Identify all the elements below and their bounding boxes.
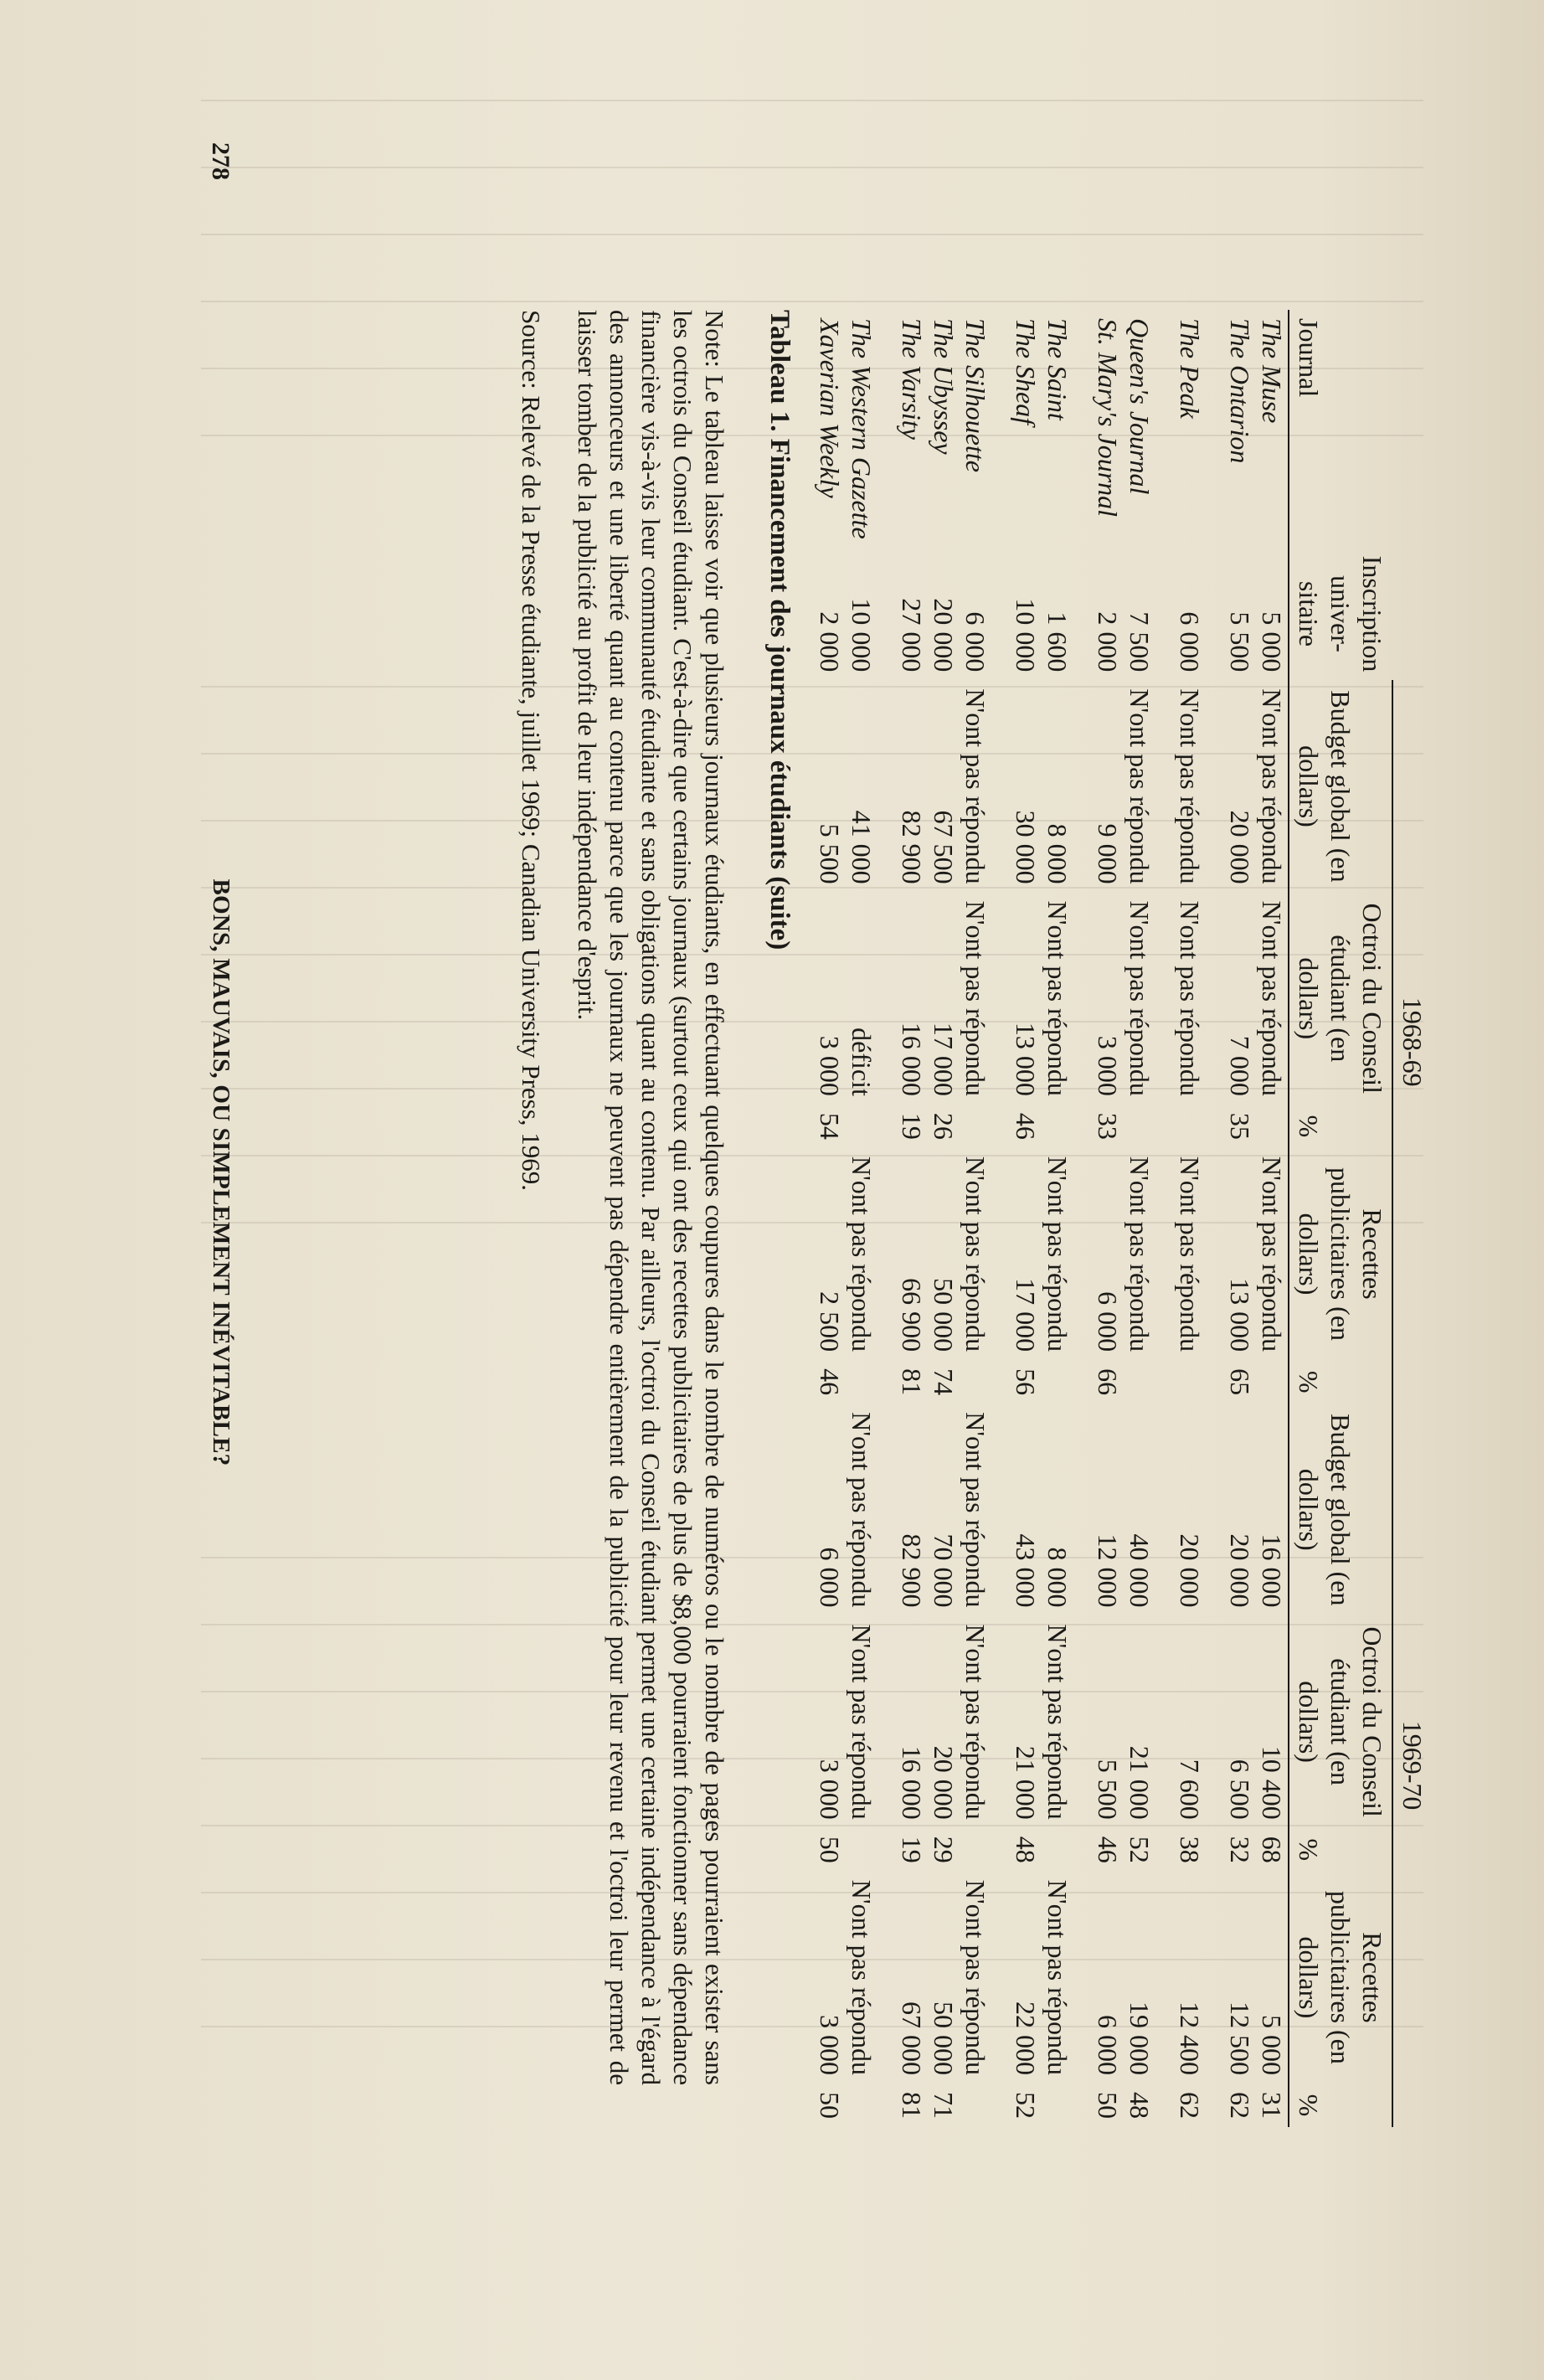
cell-op1 <box>846 1105 878 1148</box>
cell-o1: 3 000 <box>1093 1035 1123 1096</box>
cell-op2: 38 <box>1175 1836 1205 1863</box>
col-recettes-1: Recettes publicitaires (en dollars) <box>1289 1148 1392 1360</box>
cell-op2: 52 <box>1125 1836 1155 1863</box>
cell-inscription: 6 000 <box>960 611 991 672</box>
cell-op2 <box>960 1828 991 1872</box>
cell-b1: N'ont pas répondu <box>1257 688 1287 884</box>
cell-b2: 8 000 <box>1042 1547 1073 1608</box>
cell-b1: 20 000 <box>1225 810 1255 884</box>
cell-b1: N'ont pas répondu <box>1175 688 1205 884</box>
cell-journal: The Peak <box>1175 318 1205 419</box>
cell-op1: 26 <box>929 1112 959 1140</box>
col-budget-1: Budget global (en dollars) <box>1289 680 1392 892</box>
cell-o2: 21 000 <box>1011 1745 1041 1820</box>
table-row <box>1042 310 1073 2127</box>
table-title: Tableau 1. Financement des journaux étudiants (suite) <box>764 310 795 950</box>
cell-journal: Queen's Journal <box>1125 318 1155 495</box>
cell-b2: 20 000 <box>1175 1533 1205 1608</box>
period-1969-70: 1969-70 <box>1392 1404 1432 2127</box>
cell-o1: N'ont pas répondu <box>1125 900 1155 1096</box>
cell-o2: 3 000 <box>815 1759 845 1820</box>
cell-rp2 <box>960 2084 991 2127</box>
cell-op2: 32 <box>1225 1836 1255 1863</box>
cell-r2: 12 500 <box>1225 2001 1255 2075</box>
row-spacer <box>1073 310 1092 2127</box>
cell-o1: 17 000 <box>929 1022 959 1096</box>
cell-rp1 <box>1124 1360 1155 1404</box>
col-journal: Journal <box>1289 310 1432 548</box>
cell-r1: 50 000 <box>929 1278 959 1352</box>
cell-inscription: 6 000 <box>1175 611 1205 672</box>
cell-r1: 17 000 <box>1011 1278 1041 1352</box>
cell-b1: 5 500 <box>815 823 845 884</box>
cell-rp1: 65 <box>1225 1368 1255 1396</box>
cell-rp1: 56 <box>1011 1368 1041 1396</box>
cell-op2: 29 <box>929 1836 959 1863</box>
cell-r1: 13 000 <box>1225 1278 1255 1352</box>
cell-r2: N'ont pas répondu <box>847 1879 877 2075</box>
spacer-cell <box>878 310 896 2127</box>
cell-op2: 46 <box>1093 1836 1123 1863</box>
cell-b1: N'ont pas répondu <box>960 688 991 884</box>
cell-b2: 6 000 <box>815 1547 845 1608</box>
spacer-cell <box>1073 310 1092 2127</box>
cell-inscription: 2 000 <box>815 611 845 672</box>
cell-rp1 <box>846 1360 878 1404</box>
col-recettes-2: Recettes publicitaires (en dollars) <box>1289 1872 1392 2084</box>
cell-op1 <box>1042 1105 1073 1148</box>
table-row <box>1224 310 1256 2127</box>
cell-b2: N'ont pas répondu <box>960 1412 991 1608</box>
cell-b2: 82 900 <box>897 1533 927 1608</box>
financing-table <box>764 310 1432 2127</box>
cell-journal: The Saint <box>1042 318 1073 420</box>
cell-op1 <box>1124 1105 1155 1148</box>
cell-op1 <box>1174 1105 1206 1148</box>
cell-journal: The Ontarion <box>1225 318 1255 464</box>
cell-r2: 22 000 <box>1011 2001 1041 2075</box>
row-spacer <box>1206 310 1224 2127</box>
table-note: Note: Le tableau laisse voir que plusieurs journaux étudiants, en effectuant quelques coupures dans le nombre de numéros ou le nombre de pages pourraient exister sans les octrois du Conseil étudiant. C'est-à-dire que certains journaux (surtout ceux qui ont des recettes publicitaires de plus de $8,000 pourraient fonctionner sans dépendance financière vis-à-vis leur communauté étudiante et sans obligations quant au contenu. Par ailleurs, l'octroi du Conseil étudiant permet une certaine indépendance à l'égard des annonceurs et une liberté quant au contenu parce que les journaux ne peuvent pas dépendre entièrement de la publicité pour leur revenu et l'octroi leur permet de laisser tomber de la publicité au profit de leur indépendance d'esprit. <box>573 310 729 2085</box>
rotated-content <box>117 100 1457 2244</box>
cell-r2: N'ont pas répondu <box>1042 1879 1073 2075</box>
cell-r2: 3 000 <box>815 2015 845 2075</box>
spacer-cell <box>991 310 1010 2127</box>
cell-b2: 16 000 <box>1257 1533 1287 1608</box>
cell-op1: 54 <box>815 1112 845 1140</box>
cell-r2: 6 000 <box>1093 2015 1123 2075</box>
cell-rp2 <box>1042 2084 1073 2127</box>
cell-journal: The Varsity <box>897 318 927 440</box>
spacer-cell <box>1206 310 1224 2127</box>
cell-b2: 40 000 <box>1125 1533 1155 1608</box>
col-octroi-2: Octroi du Conseil étudiant (en dollars) <box>1289 1615 1392 1827</box>
cell-inscription: 10 000 <box>847 598 877 672</box>
table-row <box>846 310 878 2127</box>
cell-o2: 21 000 <box>1125 1745 1155 1820</box>
cell-rp2: 50 <box>815 2092 845 2119</box>
cell-rp2: 50 <box>1093 2092 1123 2119</box>
cell-journal: The Sheaf <box>1011 318 1041 425</box>
col-budget-2: Budget global (en dollars) <box>1289 1404 1392 1615</box>
cell-rp2: 62 <box>1225 2092 1255 2119</box>
cell-b2: 20 000 <box>1225 1533 1255 1608</box>
cell-rp1: 66 <box>1093 1368 1123 1396</box>
cell-r2: 12 400 <box>1175 2001 1205 2075</box>
cell-rp2: 71 <box>929 2092 959 2119</box>
table-row <box>960 310 991 2127</box>
cell-rp1 <box>1174 1360 1206 1404</box>
cell-r2: 67 000 <box>897 2001 927 2075</box>
cell-r1: N'ont pas répondu <box>1175 1156 1205 1352</box>
cell-op1 <box>960 1105 991 1148</box>
cell-o2: 7 600 <box>1175 1759 1205 1820</box>
table-row <box>1256 310 1289 2127</box>
cell-b1: 8 000 <box>1042 823 1073 884</box>
cell-op2: 50 <box>815 1836 845 1863</box>
cell-rp2: 31 <box>1257 2092 1287 2119</box>
cell-o2: 10 400 <box>1257 1745 1287 1820</box>
cell-r1: 2 500 <box>815 1291 845 1352</box>
cell-o1: N'ont pas répondu <box>1257 900 1287 1096</box>
cell-rp1: 81 <box>897 1368 927 1396</box>
cell-r2: 50 000 <box>929 2001 959 2075</box>
col-octroi-1: Octroi du Conseil étudiant (en dollars) <box>1289 893 1392 1105</box>
cell-r1: N'ont pas répondu <box>1125 1156 1155 1352</box>
cell-r1: 66 900 <box>897 1278 927 1352</box>
cell-o1: 16 000 <box>897 1022 927 1096</box>
cell-rp2 <box>846 2084 878 2127</box>
cell-inscription: 10 000 <box>1011 598 1041 672</box>
cell-o2: 6 500 <box>1225 1759 1255 1820</box>
cell-inscription: 5 500 <box>1225 611 1255 672</box>
cell-o1: N'ont pas répondu <box>1042 900 1073 1096</box>
cell-rp2: 52 <box>1011 2092 1041 2119</box>
table-row <box>1010 310 1042 2127</box>
cell-rp2: 62 <box>1175 2092 1205 2119</box>
row-spacer <box>991 310 1010 2127</box>
cell-b1: 9 000 <box>1093 823 1123 884</box>
cell-op1: 19 <box>897 1112 927 1140</box>
cell-journal: Xaverian Weekly <box>815 318 845 498</box>
page-number: 278 <box>207 142 234 180</box>
cell-b2: 70 000 <box>929 1533 959 1608</box>
cell-r1: N'ont pas répondu <box>960 1156 991 1352</box>
table-row <box>896 310 928 2127</box>
cell-r1: N'ont pas répondu <box>847 1156 877 1352</box>
cell-o1: déficit <box>847 1028 877 1096</box>
cell-inscription: 7 500 <box>1125 611 1155 672</box>
running-title: BONS, MAUVAIS, OU SIMPLEMENT INÉVITABLE? <box>208 878 234 1466</box>
cell-op2 <box>846 1828 878 1872</box>
table-source: Source: Relevé de la Presse étudiante, juillet 1969; Canadian University Press, 1969. <box>517 310 546 1192</box>
cell-inscription: 5 000 <box>1257 611 1287 672</box>
cell-rp1 <box>1256 1360 1289 1404</box>
table-row <box>1092 310 1124 2127</box>
table-row <box>814 310 846 2127</box>
cell-journal: The Silhouette <box>960 318 991 472</box>
cell-op2: 48 <box>1011 1836 1041 1863</box>
table-row <box>1124 310 1155 2127</box>
table-body <box>814 310 1289 2127</box>
cell-o1: 7 000 <box>1225 1035 1255 1096</box>
spacer-cell <box>1155 310 1174 2127</box>
col-recettes-pct-2: % <box>1289 2084 1392 2127</box>
cell-inscription: 27 000 <box>897 598 927 672</box>
cell-r2: 5 000 <box>1257 2015 1287 2075</box>
cell-b1: N'ont pas répondu <box>1125 688 1155 884</box>
cell-op2 <box>1042 1828 1073 1872</box>
cell-o1: 3 000 <box>815 1035 845 1096</box>
cell-op2: 19 <box>897 1836 927 1863</box>
cell-r1: N'ont pas répondu <box>1042 1156 1073 1352</box>
cell-r2: 19 000 <box>1125 2001 1155 2075</box>
period-1968-69: 1968-69 <box>1392 680 1432 1404</box>
cell-rp1: 46 <box>815 1368 845 1396</box>
cell-b2: N'ont pas répondu <box>847 1412 877 1608</box>
cell-o2: N'ont pas répondu <box>1042 1624 1073 1820</box>
row-spacer <box>1155 310 1174 2127</box>
cell-journal: The Western Gazette <box>847 318 877 539</box>
cell-journal: St. Mary's Journal <box>1093 318 1123 518</box>
cell-o2: 5 500 <box>1093 1759 1123 1820</box>
cell-o2: 16 000 <box>897 1745 927 1820</box>
cell-o1: N'ont pas répondu <box>1175 900 1205 1096</box>
cell-r2: N'ont pas répondu <box>960 1879 991 2075</box>
cell-o1: N'ont pas répondu <box>960 900 991 1096</box>
cell-o2: N'ont pas répondu <box>847 1624 877 1820</box>
cell-b2: 43 000 <box>1011 1533 1041 1608</box>
cell-journal: The Ubyssey <box>929 318 959 455</box>
cell-inscription: 20 000 <box>929 598 959 672</box>
cell-rp2: 81 <box>897 2092 927 2119</box>
cell-op1: 35 <box>1225 1112 1255 1140</box>
cell-o2: 20 000 <box>929 1745 959 1820</box>
cell-b1: 30 000 <box>1011 810 1041 884</box>
cell-b1: 41 000 <box>847 810 877 884</box>
table-row <box>1174 310 1206 2127</box>
row-spacer <box>878 310 896 2127</box>
cell-op1: 46 <box>1011 1112 1041 1140</box>
cell-journal: The Muse <box>1257 318 1287 424</box>
cell-b1: 67 500 <box>929 810 959 884</box>
col-octroi-pct-1: % <box>1289 1105 1392 1148</box>
cell-op2: 68 <box>1257 1836 1287 1863</box>
cell-b2: 12 000 <box>1093 1533 1123 1608</box>
cell-rp1 <box>1042 1360 1073 1404</box>
cell-inscription: 1 600 <box>1042 611 1073 672</box>
col-recettes-pct-1: % <box>1289 1360 1392 1404</box>
table-row <box>928 310 960 2127</box>
cell-r1: 6 000 <box>1093 1291 1123 1352</box>
cell-rp1: 74 <box>929 1368 959 1396</box>
col-octroi-pct-2: % <box>1289 1828 1392 1872</box>
cell-rp1 <box>960 1360 991 1404</box>
cell-o2: N'ont pas répondu <box>960 1624 991 1820</box>
cell-o1: 13 000 <box>1011 1022 1041 1096</box>
cell-inscription: 2 000 <box>1093 611 1123 672</box>
cell-op1: 33 <box>1093 1112 1123 1140</box>
cell-rp2: 48 <box>1125 2092 1155 2119</box>
cell-b1: 82 900 <box>897 810 927 884</box>
cell-r1: N'ont pas répondu <box>1257 1156 1287 1352</box>
cell-op1 <box>1256 1105 1289 1148</box>
col-inscription: Inscription univer-sitaire <box>1289 548 1432 681</box>
